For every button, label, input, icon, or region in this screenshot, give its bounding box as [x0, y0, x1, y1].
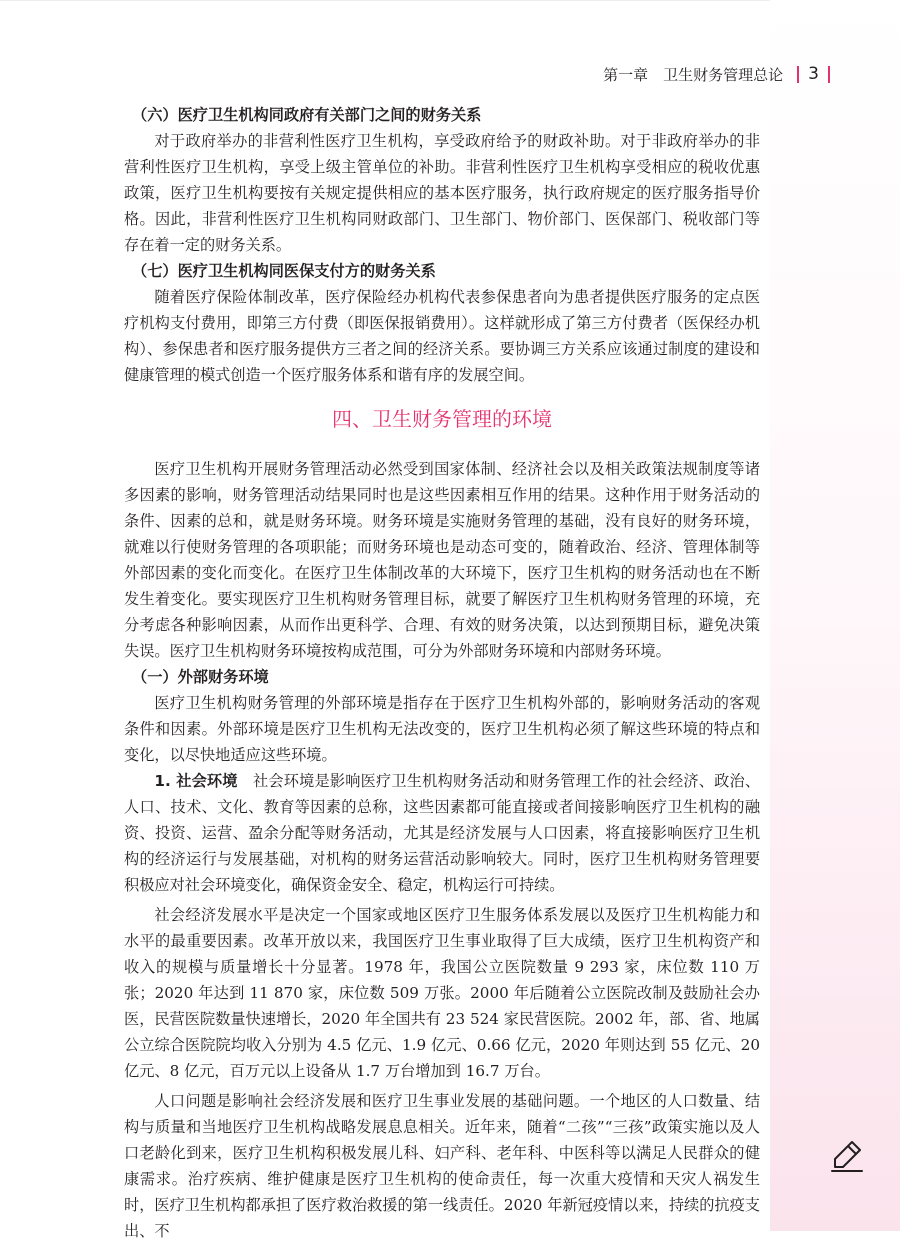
- subsection-heading: （一）外部财务环境: [132, 668, 269, 686]
- page-body: [124, 102, 760, 1244]
- header-divider: [828, 66, 830, 83]
- chapter-title: 第一章 卫生财务管理总论: [603, 65, 784, 84]
- paragraph: 社会经济发展水平是决定一个国家或地区医疗卫生服务体系发展以及医疗卫生机构能力和水平的最重要因素。改革开放以来，我国医疗卫生事业取得了巨大成绩，医疗卫生机构资产和收入的规模与质量增长十分显著。1978 年，我国公立医院数量 9 293 家，床位数 110 万张；2020 年达到 11 870 家，床位数 509 万张。2000 年后随着公立医院改制及鼓励社会办医，民营医院数量快速增长，2020 年全国共有 23 524 家民营医院。2002 年，部、省、地属公立综合医院院均收入分别为 4.5 亿元、1.9 亿元、0.66 亿元，2020 年则达到 55 亿元、20 亿元、8 亿元，百万元以上设备从 1.7 万台增加到 16.7 万台。: [124, 906, 760, 1080]
- subsection-heading: （七）医疗卫生机构同医保支付方的财务关系: [132, 262, 436, 280]
- page-number: 3: [808, 64, 819, 84]
- page-margin-band: [770, 0, 900, 1231]
- paragraph: 医疗卫生机构财务管理的外部环境是指存在于医疗卫生机构外部的，影响财务活动的客观条件和因素。外部环境是医疗卫生机构无法改变的，医疗卫生机构必须了解这些环境的特点和变化，以尽快地适应这些环境。: [124, 694, 760, 764]
- paragraph: 医疗卫生机构开展财务管理活动必然受到国家体制、经济社会以及相关政策法规制度等诸多因素的影响，财务管理活动结果同时也是这些因素相互作用的结果。这种作用于财务活动的条件、因素的总和，就是财务环境。财务环境是实施财务管理的基础，没有良好的财务环境，就难以行使财务管理的各项职能；而财务环境也是动态可变的，随着政治、经济、管理体制等外部因素的变化而变化。在医疗卫生体制改革的大环境下，医疗卫生机构的财务活动也在不断发生着变化。要实现医疗卫生机构财务管理目标，就要了解医疗卫生机构财务管理的环境，充分考虑各种影响因素，从而作出更科学、合理、有效的财务决策，以达到预期目标，避免决策失误。医疗卫生机构财务环境按构成范围，可分为外部财务环境和内部财务环境。: [124, 460, 760, 660]
- section-heading: 四、卫生财务管理的环境: [332, 407, 552, 431]
- paragraph-text: 社会环境是影响医疗卫生机构财务活动和财务管理工作的社会经济、政治、人口、技术、文化、教育等因素的总称，这些因素都可能直接或者间接影响医疗卫生机构的融资、投资、运营、盈余分配等财务活动，尤其是经济发展与人口因素，将直接影响医疗卫生机构的经济运行与发展基础，对机构的财务运营活动影响较大。同时，医疗卫生机构财务管理要积极应对社会环境变化，确保资金安全、稳定，机构运行可持续。: [124, 772, 761, 894]
- inline-heading: 1. 社会环境: [154, 772, 238, 790]
- running-header: [603, 62, 830, 86]
- paragraph: 对于政府举办的非营利性医疗卫生机构，享受政府给予的财政补助。对于非政府举办的非营利性医疗卫生机构，享受上级主管单位的补助。非营利性医疗卫生机构享受相应的税收优惠政策，医疗卫生机构要按有关规定提供相应的基本医疗服务，执行政府规定的医疗服务指导价格。因此，非营利性医疗卫生机构同财政部门、卫生部门、物价部门、医保部门、税收部门等存在着一定的财务关系。: [124, 132, 760, 254]
- paragraph: [124, 768, 760, 898]
- page-top-border: [0, 0, 900, 1]
- paragraph: 随着医疗保险体制改革，医疗保险经办机构代表参保患者向为患者提供医疗服务的定点医疗机构支付费用，即第三方付费（即医保报销费用）。这样就形成了第三方付费者（医保经办机构）、参保患者和医疗服务提供方三者之间的经济关系。要协调三方关系应该通过制度的建设和健康管理的模式创造一个医疗服务体系和谐有序的发展空间。: [124, 288, 760, 384]
- pen-icon: [826, 1136, 866, 1176]
- paragraph: 人口问题是影响社会经济发展和医疗卫生事业发展的基础问题。一个地区的人口数量、结构与质量和当地医疗卫生机构战略发展息息相关。近年来，随着“二孩”“三孩”政策实施以及人口老龄化到来，医疗卫生机构积极发展儿科、妇产科、老年科、中医科等以满足人民群众的健康需求。治疗疾病、维护健康是医疗卫生机构的使命责任，每一次重大疫情和天灾人祸发生时，医疗卫生机构都承担了医疗救治救援的第一线责任。2020 年新冠疫情以来，持续的抗疫支出、不: [124, 1092, 760, 1240]
- header-divider: [797, 66, 799, 83]
- subsection-heading: （六）医疗卫生机构同政府有关部门之间的财务关系: [132, 106, 482, 124]
